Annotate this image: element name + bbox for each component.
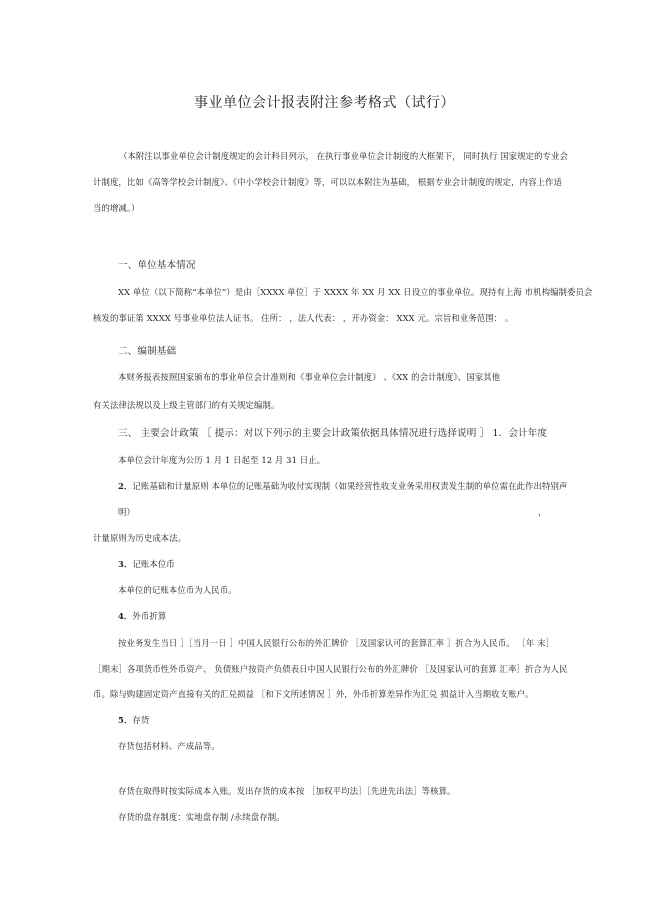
item-2-number: 2． — [118, 481, 133, 491]
section-1-heading: 一、单位基本情况 — [118, 260, 196, 271]
item-5-title: 存货 — [132, 715, 150, 725]
section-1-line: XX 单位（以下简称“本单位”）是由［XXXX 单位］于 XXXX 年 XX 月 XX 日设立的事业单位。现持有上海 市机构编制委员会 — [118, 287, 593, 297]
fiscal-year-text: 本单位会计年度为公历 1 月 1 日起至 12 月 31 日止。 — [118, 455, 326, 465]
item-3-title: 记账本位币 — [132, 559, 175, 569]
intro-line: 当的增减。） — [93, 203, 140, 213]
item-5-text: 存货的盘存制度：实地盘存制 /永续盘存制。 — [118, 812, 285, 822]
item-3-text: 本单位的记账本位币为人民币。 — [118, 585, 237, 595]
section-1-line: 核发的事证第 XXXX 号事业单位法人证书。 住所： ，法人代表： ，开办资金： XXX 元。宗旨和业务范围： 。 — [93, 313, 514, 323]
item-2-cont: 明） — [118, 507, 135, 517]
intro-line: 计制度，比如《高等学校会计制度》、《中小学校会计制度》等，可以以本附注为基础， 根据专业会计制度的规定，内容上作适 — [93, 177, 562, 187]
section-3-heading: 三、 主要会计政策 ［ 提示：对以下列示的主要会计政策依据具体情况进行选择说明 ］ 1．会计年度 — [118, 428, 548, 439]
item-4-line: ［期末］各项货币性外币资产、 负债账户按资产负债表日中国人民银行公布的外汇牌价 ［及国家认可的套算 汇率］折合为人民 — [93, 664, 568, 674]
item-3-heading — [118, 559, 175, 570]
item-4-title: 外币折算 — [132, 611, 167, 621]
item-5-text: 存货在取得时按实际成本入账。发出存货的成本按 ［加权平均法］［先进先出法］等核算。 — [118, 786, 456, 796]
item-2-measure: 计量原则为历史成本法。 — [93, 533, 187, 543]
item-4-line: 按业务发生当日 ］［当月一日 ］中国人民银行公布的外汇牌价 ［及国家认可的套算汇率 ］折合为人民币。 ［年 末］ — [118, 638, 555, 648]
item-4-heading — [118, 611, 166, 622]
intro-line: （本附注以事业单位会计制度规定的会计科目列示， 在执行事业单位会计制度的大框架下， 同时执行 国家规定的专业会 — [119, 151, 568, 161]
section-2-line: 本财务报表按照国家颁布的事业单位会计准则和《事业单位会计制度》 、《XX 的会计制度》、国家其他 — [118, 372, 501, 382]
item-5-text: 存货包括材料、产成品等。 — [118, 741, 220, 751]
item-5-heading — [118, 715, 149, 726]
item-4-line: 币。除与购建固定资产直接有关的汇兑损益 ［和下文所述情况 ］外，外币折算差异作为汇兑 损益计入当期收支账户。 — [93, 689, 534, 699]
item-2-line — [118, 481, 567, 492]
page-title: 事业单位会计报表附注参考格式（试行） — [194, 95, 455, 111]
item-2-comma: ， — [538, 507, 547, 517]
section-2-heading: 二、编制基础 — [118, 346, 177, 357]
item-5-number: 5． — [118, 715, 133, 725]
item-4-number: 4． — [118, 611, 133, 621]
item-2-text: 记账基础和计量原则 本单位的记账基础为收付实现制（如果经营性收支业务采用权责发生制的单位需在此作出特别声 — [132, 481, 568, 491]
item-3-number: 3． — [118, 559, 133, 569]
section-2-line: 有关法律法规以及上级主管部门的有关规定编制。 — [93, 400, 280, 410]
